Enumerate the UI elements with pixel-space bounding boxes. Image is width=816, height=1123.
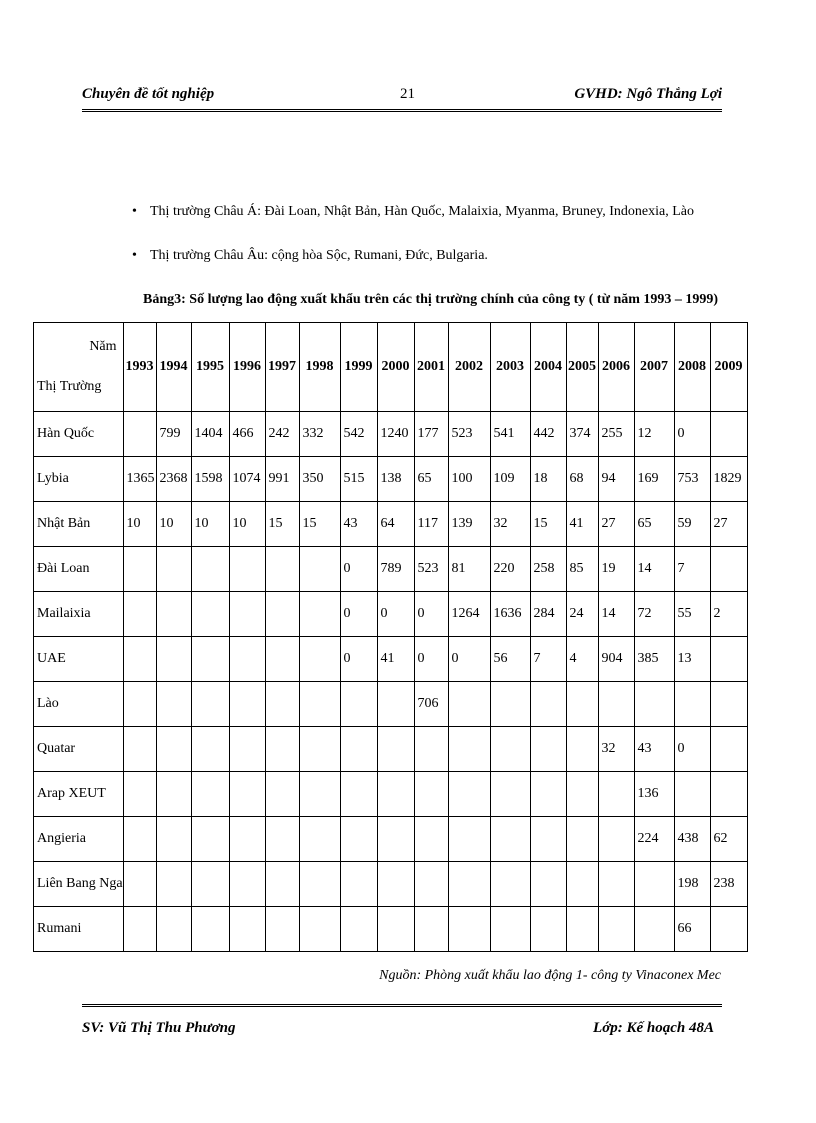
value-cell: 41 xyxy=(377,637,414,682)
value-cell xyxy=(123,817,156,862)
value-cell: 904 xyxy=(598,637,634,682)
market-name-cell: Arap XEUT xyxy=(34,772,124,817)
value-cell xyxy=(229,547,265,592)
table-row xyxy=(34,817,748,862)
value-cell: 753 xyxy=(674,457,710,502)
value-cell: 523 xyxy=(414,547,448,592)
footer-class: Lớp: Kế hoạch 48A xyxy=(593,1020,714,1036)
value-cell xyxy=(229,727,265,772)
value-cell: 15 xyxy=(265,502,299,547)
market-name-cell: UAE xyxy=(34,637,124,682)
value-cell xyxy=(448,682,490,727)
value-cell xyxy=(265,817,299,862)
year-header-2008: 2008 xyxy=(674,323,710,412)
value-cell xyxy=(710,772,747,817)
value-cell xyxy=(414,862,448,907)
value-cell xyxy=(448,907,490,952)
value-cell: 138 xyxy=(377,457,414,502)
value-cell xyxy=(299,547,340,592)
value-cell xyxy=(340,862,377,907)
market-name-cell: Nhật Bản xyxy=(34,502,124,547)
market-name-cell: Liên Bang Nga xyxy=(34,862,124,907)
value-cell xyxy=(414,817,448,862)
market-name-cell: Rumani xyxy=(34,907,124,952)
value-cell: 41 xyxy=(566,502,598,547)
value-cell: 109 xyxy=(490,457,530,502)
value-cell xyxy=(710,727,747,772)
value-cell xyxy=(377,862,414,907)
value-cell: 238 xyxy=(710,862,747,907)
value-cell xyxy=(265,682,299,727)
value-cell: 14 xyxy=(598,592,634,637)
value-cell: 68 xyxy=(566,457,598,502)
value-cell: 2 xyxy=(710,592,747,637)
value-cell xyxy=(191,772,229,817)
value-cell: 0 xyxy=(340,637,377,682)
value-cell xyxy=(710,637,747,682)
value-cell xyxy=(530,727,566,772)
value-cell xyxy=(123,547,156,592)
table-row xyxy=(34,547,748,592)
value-cell: 66 xyxy=(674,907,710,952)
value-cell xyxy=(265,727,299,772)
value-cell xyxy=(156,862,191,907)
value-cell: 1240 xyxy=(377,412,414,457)
value-cell xyxy=(299,907,340,952)
table-row xyxy=(34,457,748,502)
value-cell xyxy=(123,727,156,772)
value-cell xyxy=(340,772,377,817)
value-cell xyxy=(265,862,299,907)
value-cell: 13 xyxy=(674,637,710,682)
table-row xyxy=(34,907,748,952)
table-row xyxy=(34,862,748,907)
value-cell xyxy=(530,682,566,727)
value-cell xyxy=(156,682,191,727)
table-row xyxy=(34,592,748,637)
value-cell: 10 xyxy=(123,502,156,547)
value-cell xyxy=(530,817,566,862)
value-cell xyxy=(265,772,299,817)
value-cell: 1264 xyxy=(448,592,490,637)
value-cell xyxy=(123,907,156,952)
value-cell: 224 xyxy=(634,817,674,862)
value-cell: 32 xyxy=(598,727,634,772)
value-cell xyxy=(156,907,191,952)
value-cell xyxy=(229,817,265,862)
value-cell: 10 xyxy=(191,502,229,547)
value-cell xyxy=(340,727,377,772)
value-cell xyxy=(566,862,598,907)
value-cell: 19 xyxy=(598,547,634,592)
value-cell xyxy=(710,907,747,952)
corner-year-label: Năm xyxy=(89,339,117,354)
value-cell xyxy=(490,862,530,907)
value-cell xyxy=(598,682,634,727)
value-cell xyxy=(377,907,414,952)
value-cell xyxy=(377,817,414,862)
value-cell: 385 xyxy=(634,637,674,682)
value-cell xyxy=(490,682,530,727)
value-cell xyxy=(566,727,598,772)
value-cell: 10 xyxy=(229,502,265,547)
value-cell xyxy=(634,862,674,907)
value-cell: 55 xyxy=(674,592,710,637)
value-cell xyxy=(377,772,414,817)
value-cell xyxy=(156,637,191,682)
value-cell xyxy=(229,682,265,727)
value-cell xyxy=(340,907,377,952)
bullet-icon: • xyxy=(132,204,137,219)
footer-student: SV: Vũ Thị Thu Phương xyxy=(82,1020,236,1036)
value-cell xyxy=(414,907,448,952)
value-cell: 136 xyxy=(634,772,674,817)
value-cell xyxy=(414,727,448,772)
footer-divider xyxy=(82,1004,722,1007)
corner-market-label: Thị Trường xyxy=(37,379,102,394)
header-divider xyxy=(82,109,722,112)
value-cell xyxy=(634,907,674,952)
value-cell xyxy=(123,412,156,457)
value-cell: 1404 xyxy=(191,412,229,457)
value-cell xyxy=(448,817,490,862)
year-header-2004: 2004 xyxy=(530,323,566,412)
value-cell: 789 xyxy=(377,547,414,592)
value-cell xyxy=(674,772,710,817)
table-row xyxy=(34,727,748,772)
market-name-cell: Quatar xyxy=(34,727,124,772)
value-cell: 27 xyxy=(710,502,747,547)
year-header-1993: 1993 xyxy=(123,323,156,412)
value-cell xyxy=(530,907,566,952)
table-header-row xyxy=(34,323,748,412)
value-cell xyxy=(598,907,634,952)
value-cell: 24 xyxy=(566,592,598,637)
year-header-2009: 2009 xyxy=(710,323,747,412)
table-row xyxy=(34,772,748,817)
value-cell xyxy=(265,547,299,592)
value-cell: 18 xyxy=(530,457,566,502)
value-cell: 0 xyxy=(340,592,377,637)
value-cell xyxy=(377,682,414,727)
value-cell: 350 xyxy=(299,457,340,502)
value-cell xyxy=(566,907,598,952)
value-cell xyxy=(598,862,634,907)
value-cell: 0 xyxy=(414,637,448,682)
value-cell: 43 xyxy=(340,502,377,547)
table-row xyxy=(34,412,748,457)
year-header-2007: 2007 xyxy=(634,323,674,412)
value-cell xyxy=(299,817,340,862)
market-name-cell: Lào xyxy=(34,682,124,727)
value-cell xyxy=(229,907,265,952)
value-cell xyxy=(448,772,490,817)
value-cell xyxy=(123,637,156,682)
bullet-icon: • xyxy=(132,248,137,263)
value-cell: 1074 xyxy=(229,457,265,502)
year-header-2002: 2002 xyxy=(448,323,490,412)
value-cell: 255 xyxy=(598,412,634,457)
value-cell: 100 xyxy=(448,457,490,502)
value-cell xyxy=(191,682,229,727)
value-cell xyxy=(490,907,530,952)
value-cell: 14 xyxy=(634,547,674,592)
value-cell: 15 xyxy=(299,502,340,547)
value-cell xyxy=(634,682,674,727)
value-cell: 523 xyxy=(448,412,490,457)
value-cell xyxy=(299,637,340,682)
value-cell xyxy=(598,772,634,817)
value-cell xyxy=(191,817,229,862)
value-cell: 62 xyxy=(710,817,747,862)
value-cell: 2368 xyxy=(156,457,191,502)
value-cell xyxy=(156,817,191,862)
value-cell: 1598 xyxy=(191,457,229,502)
labor-export-table xyxy=(33,322,748,952)
value-cell xyxy=(123,772,156,817)
value-cell xyxy=(156,727,191,772)
value-cell: 0 xyxy=(674,412,710,457)
value-cell: 7 xyxy=(674,547,710,592)
value-cell xyxy=(377,727,414,772)
value-cell: 515 xyxy=(340,457,377,502)
value-cell: 284 xyxy=(530,592,566,637)
header-supervisor: GVHD: Ngô Thắng Lợi xyxy=(574,86,722,102)
value-cell: 56 xyxy=(490,637,530,682)
value-cell: 12 xyxy=(634,412,674,457)
value-cell: 991 xyxy=(265,457,299,502)
year-header-1994: 1994 xyxy=(156,323,191,412)
value-cell xyxy=(156,592,191,637)
market-name-cell: Đài Loan xyxy=(34,547,124,592)
value-cell: 117 xyxy=(414,502,448,547)
bullet-text: Thị trường Châu Âu: cộng hòa Sộc, Rumani, Đức, Bulgaria. xyxy=(150,248,488,263)
value-cell xyxy=(448,862,490,907)
value-cell xyxy=(191,547,229,592)
value-cell: 177 xyxy=(414,412,448,457)
page-number: 21 xyxy=(400,86,415,102)
value-cell: 43 xyxy=(634,727,674,772)
value-cell xyxy=(566,682,598,727)
list-item xyxy=(132,200,752,223)
value-cell: 1829 xyxy=(710,457,747,502)
value-cell: 442 xyxy=(530,412,566,457)
value-cell: 94 xyxy=(598,457,634,502)
year-header-2001: 2001 xyxy=(414,323,448,412)
value-cell: 81 xyxy=(448,547,490,592)
value-cell xyxy=(265,637,299,682)
year-header-2006: 2006 xyxy=(598,323,634,412)
value-cell xyxy=(490,772,530,817)
value-cell xyxy=(229,592,265,637)
header-document-type: Chuyên đề tốt nghiệp xyxy=(82,86,215,102)
table-source-note: Nguồn: Phòng xuất khẩu lao động 1- công ty Vinaconex Mec xyxy=(379,968,721,983)
value-cell: 72 xyxy=(634,592,674,637)
value-cell xyxy=(448,727,490,772)
value-cell: 220 xyxy=(490,547,530,592)
value-cell: 1365 xyxy=(123,457,156,502)
value-cell: 85 xyxy=(566,547,598,592)
year-header-1996: 1996 xyxy=(229,323,265,412)
value-cell xyxy=(229,637,265,682)
value-cell xyxy=(710,547,747,592)
value-cell xyxy=(299,682,340,727)
value-cell: 198 xyxy=(674,862,710,907)
value-cell xyxy=(566,772,598,817)
value-cell xyxy=(710,412,747,457)
value-cell xyxy=(191,727,229,772)
value-cell xyxy=(490,727,530,772)
value-cell: 242 xyxy=(265,412,299,457)
value-cell xyxy=(265,907,299,952)
value-cell: 258 xyxy=(530,547,566,592)
value-cell xyxy=(191,862,229,907)
value-cell: 32 xyxy=(490,502,530,547)
value-cell: 1636 xyxy=(490,592,530,637)
value-cell xyxy=(156,772,191,817)
table-row xyxy=(34,637,748,682)
value-cell: 542 xyxy=(340,412,377,457)
value-cell: 438 xyxy=(674,817,710,862)
value-cell: 0 xyxy=(340,547,377,592)
bullet-text: Thị trường Châu Á: Đài Loan, Nhật Bản, Hàn Quốc, Malaixia, Myanma, Bruney, Indonexia, Lào xyxy=(150,204,695,219)
market-name-cell: Hàn Quốc xyxy=(34,412,124,457)
value-cell: 169 xyxy=(634,457,674,502)
value-cell xyxy=(229,862,265,907)
value-cell: 466 xyxy=(229,412,265,457)
market-name-cell: Mailaixia xyxy=(34,592,124,637)
value-cell: 541 xyxy=(490,412,530,457)
year-header-2005: 2005 xyxy=(566,323,598,412)
table-corner-cell xyxy=(34,323,124,412)
value-cell xyxy=(299,772,340,817)
value-cell: 706 xyxy=(414,682,448,727)
value-cell xyxy=(710,682,747,727)
value-cell: 65 xyxy=(634,502,674,547)
value-cell xyxy=(598,817,634,862)
table-caption: Bảng3: Số lượng lao động xuất khẩu trên các thị trường chính của công ty ( từ năm 1993 – 1999) xyxy=(143,292,719,307)
value-cell xyxy=(674,682,710,727)
value-cell: 27 xyxy=(598,502,634,547)
value-cell xyxy=(191,907,229,952)
list-item xyxy=(132,244,752,267)
value-cell xyxy=(340,682,377,727)
value-cell: 374 xyxy=(566,412,598,457)
table-row xyxy=(34,682,748,727)
value-cell xyxy=(265,592,299,637)
value-cell xyxy=(191,592,229,637)
value-cell: 0 xyxy=(377,592,414,637)
value-cell: 0 xyxy=(674,727,710,772)
market-name-cell: Lybia xyxy=(34,457,124,502)
value-cell xyxy=(299,862,340,907)
value-cell xyxy=(156,547,191,592)
value-cell: 0 xyxy=(448,637,490,682)
value-cell xyxy=(191,637,229,682)
value-cell: 65 xyxy=(414,457,448,502)
value-cell xyxy=(123,592,156,637)
value-cell xyxy=(123,862,156,907)
value-cell xyxy=(299,592,340,637)
value-cell xyxy=(123,682,156,727)
value-cell xyxy=(229,772,265,817)
value-cell: 64 xyxy=(377,502,414,547)
value-cell: 0 xyxy=(414,592,448,637)
year-header-1995: 1995 xyxy=(191,323,229,412)
year-header-1998: 1998 xyxy=(299,323,340,412)
value-cell: 59 xyxy=(674,502,710,547)
market-name-cell: Angieria xyxy=(34,817,124,862)
value-cell: 799 xyxy=(156,412,191,457)
value-cell xyxy=(530,772,566,817)
value-cell: 15 xyxy=(530,502,566,547)
value-cell xyxy=(414,772,448,817)
value-cell xyxy=(566,817,598,862)
year-header-2000: 2000 xyxy=(377,323,414,412)
year-header-1999: 1999 xyxy=(340,323,377,412)
bullet-list xyxy=(132,200,752,288)
value-cell: 7 xyxy=(530,637,566,682)
table-row xyxy=(34,502,748,547)
year-header-1997: 1997 xyxy=(265,323,299,412)
value-cell: 139 xyxy=(448,502,490,547)
value-cell: 10 xyxy=(156,502,191,547)
year-header-2003: 2003 xyxy=(490,323,530,412)
value-cell: 332 xyxy=(299,412,340,457)
value-cell xyxy=(530,862,566,907)
value-cell: 4 xyxy=(566,637,598,682)
value-cell xyxy=(490,817,530,862)
page-header xyxy=(82,84,722,108)
value-cell xyxy=(340,817,377,862)
value-cell xyxy=(299,727,340,772)
